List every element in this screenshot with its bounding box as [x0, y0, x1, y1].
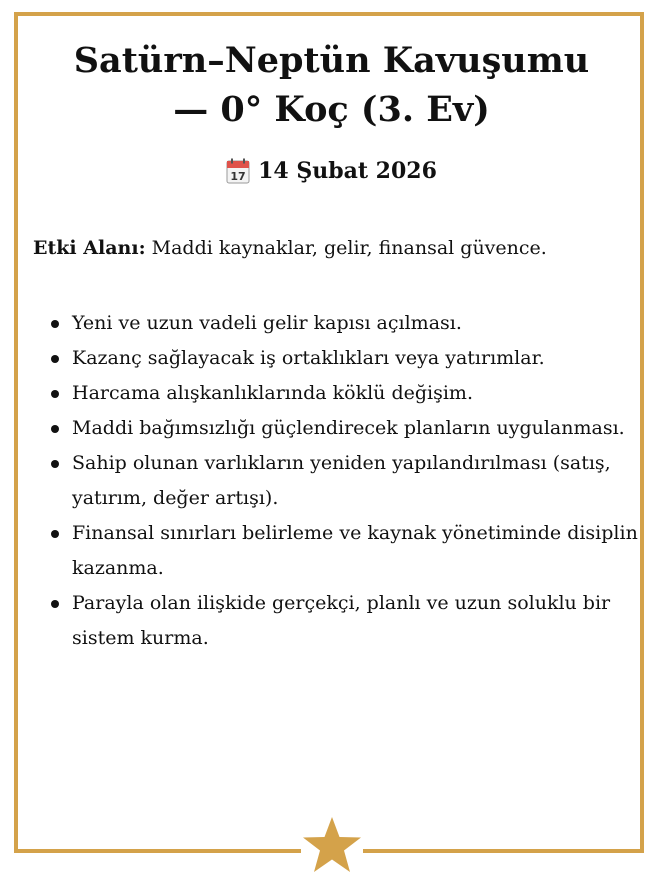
date-row — [0, 158, 663, 184]
effect-area — [33, 233, 643, 263]
bullet-dot — [51, 460, 59, 468]
effect-separator: : — [138, 237, 146, 259]
list-item — [48, 341, 639, 376]
effect-text: Maddi kaynaklar, gelir, finansal güvence. — [151, 237, 547, 259]
list-item — [48, 446, 639, 516]
list-item-text: Maddi bağımsızlığı güçlendirecek planların uygulanması. — [72, 417, 625, 439]
bullet-dot — [51, 390, 59, 398]
list-item — [48, 306, 639, 341]
bullet-dot — [51, 425, 59, 433]
list-item — [48, 376, 639, 411]
page-title — [20, 36, 643, 134]
star-icon — [301, 815, 363, 875]
list-item — [48, 516, 639, 586]
bullet-dot — [51, 530, 59, 538]
list-item-text: Sahip olunan varlıkların yeniden yapılandırılması (satış, yatırım, değer artışı). — [72, 452, 611, 509]
calendar-icon — [226, 158, 250, 184]
bullet-dot — [51, 320, 59, 328]
list-item-text: Parayla olan ilişkide gerçekçi, planlı ve uzun soluklu bir sistem kurma. — [72, 592, 611, 649]
effect-label: Etki Alanı — [33, 237, 139, 259]
list-item — [48, 411, 639, 446]
list-item-text: Yeni ve uzun vadeli gelir kapısı açılması. — [72, 312, 462, 334]
title-line-2: — 0° Koç (3. Ev) — [173, 89, 490, 130]
list-item-text: Harcama alışkanlıklarında köklü değişim. — [72, 382, 473, 404]
date-text: 14 Şubat 2026 — [258, 158, 437, 184]
list-item — [48, 586, 639, 656]
list-item-text: Finansal sınırları belirleme ve kaynak yönetiminde disiplin kazanma. — [72, 522, 638, 579]
calendar-icon-day: 17 — [230, 170, 246, 183]
list-item-text: Kazanç sağlayacak iş ortaklıkları veya yatırımlar. — [72, 347, 545, 369]
title-line-1: Satürn–Neptün Kavuşumu — [73, 40, 590, 81]
effects-list — [48, 306, 639, 656]
bullet-dot — [51, 600, 59, 608]
bullet-dot — [51, 355, 59, 363]
